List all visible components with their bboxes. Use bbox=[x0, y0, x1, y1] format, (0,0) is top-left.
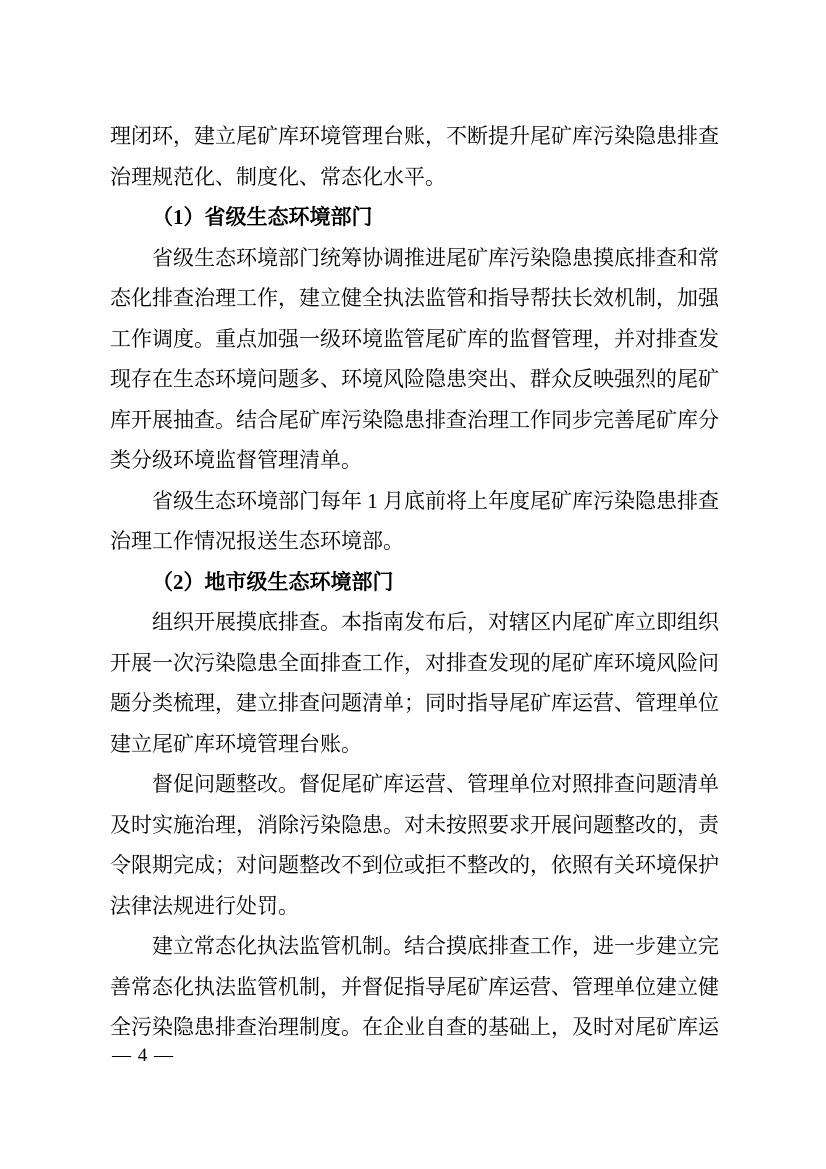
page-number: — 4 — bbox=[112, 1045, 174, 1066]
paragraph: 组织开展摸底排查。本指南发布后，对辖区内尾矿库立即组织开展一次污染隐患全面排查工作，对排查发现的尾矿库环境风险问题分类梳理，建立排查问题清单；同时指导尾矿库运营、管理单位建立尾矿库环境管理台账。 bbox=[110, 610, 719, 756]
paragraph: 省级生态环境部门统筹协调推进尾矿库污染隐患摸底排查和常态化排查治理工作，建立健全执法监管和指导帮扶长效机制，加强工作调度。重点加强一级环境监管尾矿库的监督管理，并对排查发现存在生态环境问题多、环境风险隐患突出、群众反映强烈的尾矿库开展抽查。结合尾矿库污染隐患排查治理工作同步完善尾矿库分类分级环境监督管理清单。 bbox=[110, 245, 719, 472]
paragraph: 建立常态化执法监管机制。结合摸底排查工作，进一步建立完善常态化执法监管机制，并督促指导尾矿库运营、管理单位建立健全污染隐患排查治理制度。在企业自查的基础上，及时对尾矿库运 bbox=[110, 934, 719, 1039]
paragraph: 省级生态环境部门每年 1 月底前将上年度尾矿库污染隐患排查治理工作情况报送生态环境部。 bbox=[110, 488, 719, 553]
section-heading-provincial: （1）省级生态环境部门 bbox=[152, 205, 373, 229]
paragraph-continuation: 理闭环，建立尾矿库环境管理台账，不断提升尾矿库污染隐患排查治理规范化、制度化、常态化水平。 bbox=[110, 124, 719, 189]
paragraph: 督促问题整改。督促尾矿库运营、管理单位对照排查问题清单及时实施治理，消除污染隐患。对未按照要求开展问题整改的，责令限期完成；对问题整改不到位或拒不整改的，依照有关环境保护法律法规进行处罚。 bbox=[110, 772, 719, 918]
section-heading-municipal: （2）地市级生态环境部门 bbox=[152, 569, 394, 594]
document-body bbox=[110, 116, 719, 1048]
